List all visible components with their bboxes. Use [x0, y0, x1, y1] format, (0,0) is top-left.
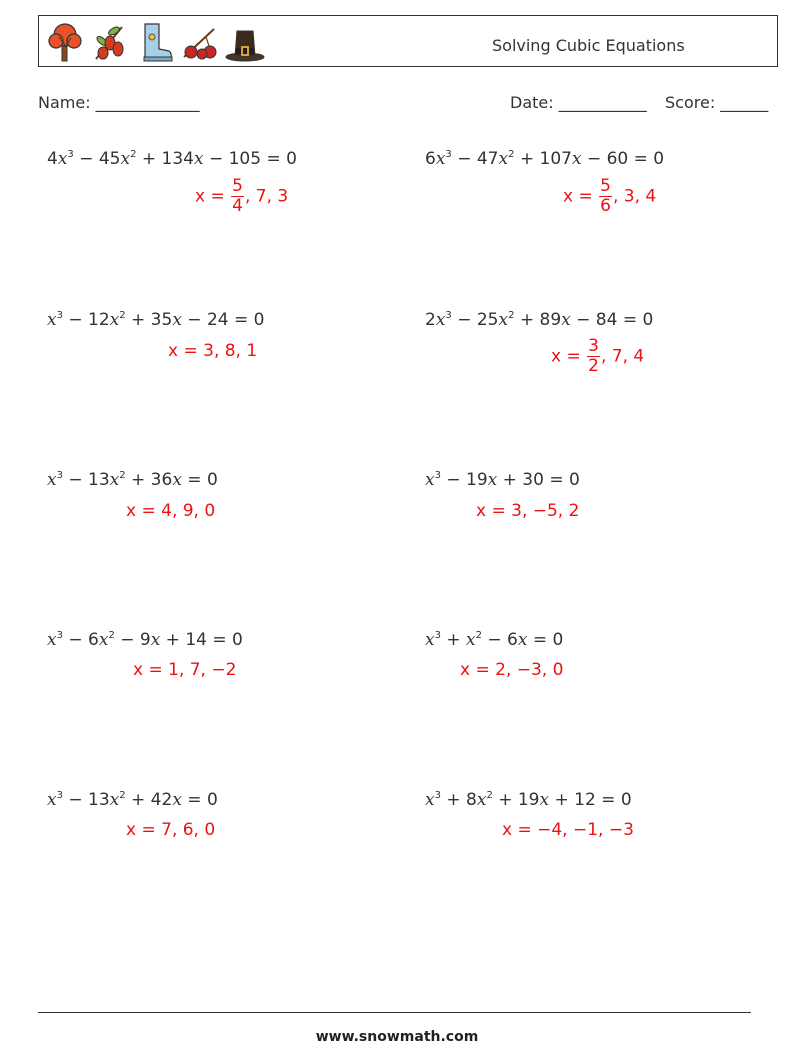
answer-9: [126, 820, 215, 840]
answer-prefix: x =: [551, 346, 581, 367]
rain-boot-icon: [135, 21, 175, 63]
answer-roots: , 7, 4: [600, 346, 645, 367]
answer-roots: 1, 7, −2: [162, 660, 237, 680]
answer-roots: 4, 9, 0: [155, 501, 216, 521]
answer-prefix: x =: [126, 501, 156, 521]
date-field: Date: ___________: [510, 93, 647, 112]
problem-8: $x^3 + x^2 - 6x = 0$: [425, 630, 564, 650]
answer-prefix: x =: [460, 660, 490, 680]
answer-prefix: x =: [168, 341, 198, 361]
problem-9: $x^3 - 13x^2 + 42x = 0$: [47, 790, 218, 810]
answer-10: [502, 820, 634, 840]
answer-1: [195, 177, 288, 216]
answer-prefix: x =: [502, 820, 532, 840]
answer-prefix: x =: [563, 186, 593, 207]
name-field: Name: _____________: [38, 93, 200, 112]
answer-roots: −4, −1, −3: [531, 820, 634, 840]
rosehip-branch-icon: [90, 21, 130, 63]
worksheet-header: [38, 15, 778, 67]
problem-6: $x^3 - 19x + 30 = 0$: [425, 470, 580, 490]
answer-7: [133, 660, 236, 680]
answer-roots: 2, −3, 0: [489, 660, 564, 680]
problem-5: $x^3 - 13x^2 + 36x = 0$: [47, 470, 218, 490]
pilgrim-hat-icon: [225, 21, 265, 63]
answer-roots: 3, 8, 1: [197, 341, 258, 361]
answer-prefix: x =: [133, 660, 163, 680]
header-icons: [45, 21, 265, 63]
answer-5: [126, 501, 215, 521]
answer-3: [168, 341, 257, 361]
answer-prefix: x =: [476, 501, 506, 521]
answer-fraction: $\frac{3}{2}$: [588, 336, 599, 376]
problem-1: $4x^3 - 45x^2 + 134x - 105 = 0$: [47, 149, 297, 169]
problem-3: $x^3 - 12x^2 + 35x - 24 = 0$: [47, 310, 265, 330]
answer-4: [551, 337, 644, 376]
answer-prefix: x =: [126, 820, 156, 840]
page-title: Solving Cubic Equations: [492, 36, 685, 55]
problem-7: $x^3 - 6x^2 - 9x + 14 = 0$: [47, 630, 243, 650]
answer-6: [476, 501, 579, 521]
answer-2: [563, 177, 656, 216]
problem-4: $2x^3 - 25x^2 + 89x - 84 = 0$: [425, 310, 654, 330]
answer-fraction: $\frac{5}{6}$: [600, 176, 611, 216]
problem-10: $x^3 + 8x^2 + 19x + 12 = 0$: [425, 790, 632, 810]
answer-roots: 3, −5, 2: [505, 501, 580, 521]
tree-icon: [45, 21, 85, 63]
footer-url[interactable]: www.snowmath.com: [315, 1029, 479, 1045]
score-field: Score: ______: [665, 93, 769, 112]
answer-prefix: x =: [195, 186, 225, 207]
answer-fraction: $\frac{5}{4}$: [232, 176, 243, 216]
cherry-branch-icon: [180, 21, 220, 63]
answer-8: [460, 660, 563, 680]
problem-2: $6x^3 - 47x^2 + 107x - 60 = 0$: [425, 149, 665, 169]
footer-divider: [38, 1012, 751, 1013]
answer-roots: , 7, 3: [244, 186, 289, 207]
answer-roots: , 3, 4: [612, 186, 657, 207]
answer-roots: 7, 6, 0: [155, 820, 216, 840]
